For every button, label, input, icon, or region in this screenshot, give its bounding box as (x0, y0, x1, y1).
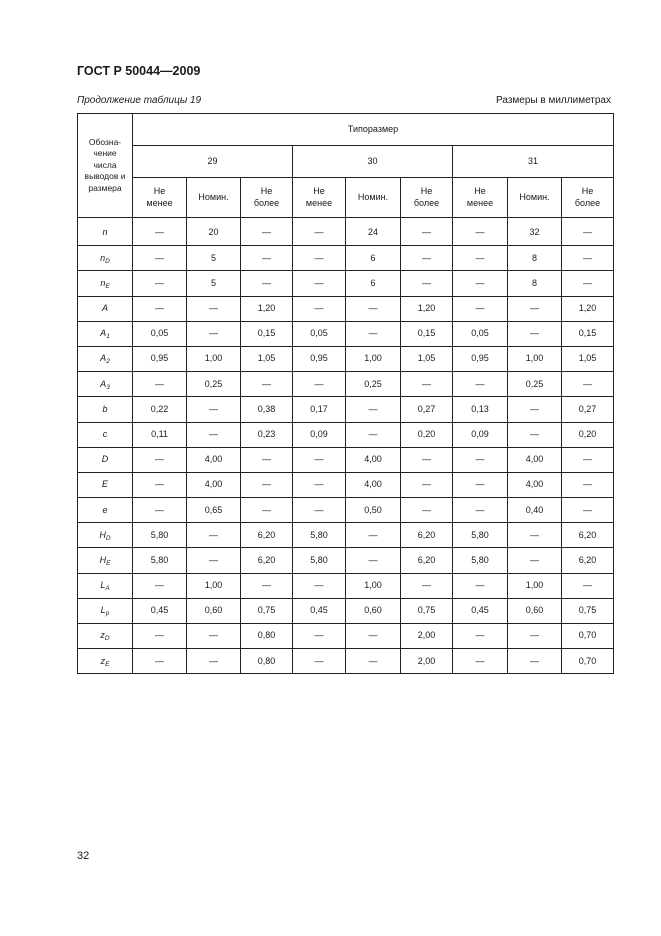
designation-base: n (102, 227, 108, 238)
designation-base: L (100, 605, 106, 616)
size-31-header: 31 (453, 146, 614, 178)
value-cell: — (562, 498, 614, 523)
value-cell: 6,20 (401, 523, 453, 548)
value-cell: — (562, 447, 614, 472)
designation-symbol (102, 303, 108, 313)
value-cell: 20 (187, 218, 241, 246)
designation-cell (78, 498, 133, 523)
value-cell: 0,22 (133, 397, 187, 422)
min-header: Не менее (453, 178, 508, 218)
designation-base: n (100, 277, 106, 288)
value-cell: — (562, 218, 614, 246)
value-cell: — (346, 523, 401, 548)
value-cell: 1,00 (187, 573, 241, 598)
value-cell: 6 (346, 271, 401, 296)
value-cell: — (453, 624, 508, 649)
designation-base: L (100, 580, 106, 591)
page-number: 32 (77, 850, 90, 862)
value-cell: 5,80 (133, 523, 187, 548)
designation-base: H (99, 554, 107, 565)
value-cell: — (453, 649, 508, 674)
value-cell: 0,05 (453, 321, 508, 346)
designation-symbol (102, 505, 107, 515)
table-row (78, 447, 614, 472)
value-cell: 0,75 (241, 598, 293, 623)
table-body (78, 218, 614, 674)
value-cell: — (401, 372, 453, 397)
table-row (78, 246, 614, 271)
value-cell: 6,20 (241, 548, 293, 573)
value-cell: — (187, 548, 241, 573)
designation-symbol (102, 454, 109, 464)
table-row (78, 271, 614, 296)
designation-base: A (100, 328, 107, 339)
nom-header: Номин. (508, 178, 562, 218)
value-cell: 0,40 (508, 498, 562, 523)
size-group-header: Типоразмер (133, 114, 614, 146)
designation-cell (78, 372, 133, 397)
max-header: Не более (562, 178, 614, 218)
value-cell: 5,80 (133, 548, 187, 573)
designation-base: A (100, 353, 107, 364)
value-cell: — (508, 397, 562, 422)
designation-cell (78, 296, 133, 321)
value-cell: — (293, 246, 346, 271)
designation-subscript: D (105, 257, 110, 265)
value-cell: — (241, 573, 293, 598)
value-cell: — (401, 218, 453, 246)
nom-header: Номин. (187, 178, 241, 218)
value-cell: — (562, 271, 614, 296)
value-cell: — (187, 397, 241, 422)
value-cell: 5,80 (453, 548, 508, 573)
value-cell: 4,00 (508, 447, 562, 472)
value-cell: — (562, 472, 614, 497)
value-cell: 0,23 (241, 422, 293, 447)
min-header: Не менее (293, 178, 346, 218)
value-cell: — (293, 649, 346, 674)
table-row (78, 573, 614, 598)
designation-base: e (102, 504, 108, 515)
value-cell: 0,45 (133, 598, 187, 623)
designation-base: A (101, 303, 108, 314)
value-cell: 0,50 (346, 498, 401, 523)
value-cell: — (346, 397, 401, 422)
value-cell: — (508, 649, 562, 674)
value-cell: — (241, 372, 293, 397)
designation-cell (78, 397, 133, 422)
value-cell: — (346, 624, 401, 649)
units-caption: Размеры в миллиметрах (496, 95, 611, 106)
table-row (78, 472, 614, 497)
value-cell: 1,05 (562, 346, 614, 371)
value-cell: — (401, 246, 453, 271)
value-cell: 0,15 (241, 321, 293, 346)
value-cell: — (133, 649, 187, 674)
table-row (78, 321, 614, 346)
value-cell: — (241, 271, 293, 296)
designation-base: n (100, 252, 106, 263)
value-cell: 1,00 (187, 346, 241, 371)
value-cell: 1,20 (241, 296, 293, 321)
value-cell: — (508, 548, 562, 573)
value-cell: 1,05 (241, 346, 293, 371)
designation-base: D (101, 454, 109, 465)
value-cell: — (346, 649, 401, 674)
designation-symbol (100, 580, 110, 593)
value-cell: 0,38 (241, 397, 293, 422)
value-cell: — (241, 498, 293, 523)
designation-symbol (100, 353, 110, 366)
value-cell: 0,27 (401, 397, 453, 422)
designation-cell (78, 321, 133, 346)
designation-symbol (100, 379, 110, 389)
table-row (78, 624, 614, 649)
table-continuation-caption: Продолжение таблицы 19 (77, 95, 202, 106)
value-cell: 0,25 (187, 372, 241, 397)
value-cell: — (346, 321, 401, 346)
designation-subscript: A (105, 585, 110, 593)
value-cell: — (508, 422, 562, 447)
value-cell: 1,20 (562, 296, 614, 321)
value-cell: 4,00 (346, 447, 401, 472)
designation-cell (78, 624, 133, 649)
value-cell: — (133, 624, 187, 649)
table-row (78, 649, 614, 674)
value-cell: 0,75 (401, 598, 453, 623)
value-cell: — (453, 218, 508, 246)
table-row (78, 422, 614, 447)
designation-base: z (100, 655, 106, 666)
value-cell: 5,80 (453, 523, 508, 548)
value-cell: — (453, 573, 508, 598)
value-cell: 0,60 (187, 598, 241, 623)
value-cell: 4,00 (346, 472, 401, 497)
value-cell: 6 (346, 246, 401, 271)
value-cell: — (453, 447, 508, 472)
designation-base: H (99, 529, 106, 540)
designation-base: z (100, 630, 105, 641)
value-cell: — (133, 296, 187, 321)
value-cell: 4,00 (508, 472, 562, 497)
value-cell: — (508, 296, 562, 321)
value-cell: — (293, 472, 346, 497)
designation-symbol (101, 656, 110, 666)
value-cell: — (133, 218, 187, 246)
designation-cell (78, 573, 133, 598)
value-cell: — (133, 271, 187, 296)
value-cell: — (293, 498, 346, 523)
value-cell: — (453, 498, 508, 523)
value-cell: — (133, 447, 187, 472)
value-cell: — (401, 472, 453, 497)
value-cell: 0,95 (133, 346, 187, 371)
value-cell: — (241, 447, 293, 472)
designation-header-text: Обозна- чение числа выводов и размера (84, 136, 126, 193)
value-cell: 6,20 (562, 523, 614, 548)
dimensions-table (77, 113, 614, 674)
value-cell: 0,60 (346, 598, 401, 623)
value-cell: — (453, 472, 508, 497)
value-cell: 1,00 (508, 346, 562, 371)
value-cell: — (187, 649, 241, 674)
value-cell: — (562, 573, 614, 598)
table-row (78, 296, 614, 321)
max-header: Не более (401, 178, 453, 218)
designation-symbol (99, 530, 110, 540)
designation-symbol (102, 404, 107, 414)
value-cell: 4,00 (187, 447, 241, 472)
value-cell: — (241, 472, 293, 497)
designation-subscript: D (104, 635, 110, 643)
designation-base: A (100, 378, 107, 389)
designation-subscript: 2 (106, 358, 110, 366)
value-cell: 24 (346, 218, 401, 246)
value-cell: 5,80 (293, 548, 346, 573)
designation-symbol (100, 328, 110, 341)
value-cell: 4,00 (187, 472, 241, 497)
value-cell: 2,00 (401, 624, 453, 649)
value-cell: — (187, 624, 241, 649)
value-cell: 0,17 (293, 397, 346, 422)
value-cell: — (187, 296, 241, 321)
value-cell: — (346, 422, 401, 447)
table-row (78, 598, 614, 623)
designation-subscript: E (106, 559, 111, 567)
size-29-header: 29 (133, 146, 293, 178)
table-row (78, 397, 614, 422)
designation-subscript: E (105, 660, 110, 668)
value-cell: — (187, 422, 241, 447)
value-cell: — (133, 498, 187, 523)
value-cell: 6,20 (241, 523, 293, 548)
value-cell: — (401, 447, 453, 472)
designation-subscript: D (105, 534, 111, 542)
value-cell: 6,20 (401, 548, 453, 573)
designation-cell (78, 218, 133, 246)
table-row (78, 498, 614, 523)
value-cell: 0,20 (401, 422, 453, 447)
value-cell: — (293, 218, 346, 246)
table-row (78, 548, 614, 573)
value-cell: 8 (508, 246, 562, 271)
designation-cell (78, 346, 133, 371)
value-cell: — (187, 321, 241, 346)
value-cell: — (508, 624, 562, 649)
designation-subscript: E (105, 282, 110, 290)
table-row (78, 523, 614, 548)
value-cell: — (346, 296, 401, 321)
value-cell: — (241, 246, 293, 271)
value-cell: — (133, 472, 187, 497)
table-row (78, 346, 614, 371)
value-cell: — (187, 523, 241, 548)
designation-subscript: p (105, 610, 110, 618)
designation-cell (78, 523, 133, 548)
designation-symbol (100, 555, 111, 565)
designation-symbol (102, 227, 107, 237)
value-cell: 0,15 (562, 321, 614, 346)
table-row (78, 218, 614, 246)
value-cell: 0,25 (346, 372, 401, 397)
value-cell: 0,05 (133, 321, 187, 346)
value-cell: — (293, 296, 346, 321)
value-cell: 0,60 (508, 598, 562, 623)
designation-subscript: 1 (106, 333, 110, 341)
value-cell: 0,20 (562, 422, 614, 447)
value-cell: — (241, 218, 293, 246)
designation-base: c (102, 428, 108, 439)
value-cell: — (293, 447, 346, 472)
designation-cell (78, 447, 133, 472)
designation-base: b (102, 403, 108, 414)
value-cell: — (133, 372, 187, 397)
value-cell: 32 (508, 218, 562, 246)
value-cell: — (508, 321, 562, 346)
table-row (78, 372, 614, 397)
value-cell: — (293, 573, 346, 598)
value-cell: — (346, 548, 401, 573)
max-header: Не более (241, 178, 293, 218)
value-cell: — (508, 523, 562, 548)
value-cell: — (401, 498, 453, 523)
designation-symbol (100, 630, 110, 643)
value-cell: 0,70 (562, 649, 614, 674)
designation-cell (78, 548, 133, 573)
value-cell: 2,00 (401, 649, 453, 674)
value-cell: — (133, 246, 187, 271)
document-code: ГОСТ Р 50044—2009 (77, 64, 201, 78)
value-cell: — (293, 271, 346, 296)
value-cell: — (453, 246, 508, 271)
value-cell: 0,45 (453, 598, 508, 623)
designation-symbol (103, 429, 108, 439)
value-cell: 0,75 (562, 598, 614, 623)
value-cell: 0,80 (241, 649, 293, 674)
designation-header (78, 114, 133, 218)
value-cell: 8 (508, 271, 562, 296)
designation-symbol (100, 278, 109, 288)
value-cell: 0,13 (453, 397, 508, 422)
designation-cell (78, 246, 133, 271)
min-header: Не менее (133, 178, 187, 218)
value-cell: — (562, 372, 614, 397)
value-cell: 5,80 (293, 523, 346, 548)
value-cell: 0,70 (562, 624, 614, 649)
value-cell: — (293, 624, 346, 649)
designation-base: E (101, 479, 108, 490)
value-cell: 0,45 (293, 598, 346, 623)
designation-cell (78, 649, 133, 674)
value-cell: 1,00 (346, 573, 401, 598)
value-cell: 0,25 (508, 372, 562, 397)
value-cell: 0,65 (187, 498, 241, 523)
value-cell: — (133, 573, 187, 598)
size-30-header: 30 (293, 146, 453, 178)
value-cell: 0,15 (401, 321, 453, 346)
value-cell: 0,11 (133, 422, 187, 447)
value-cell: — (453, 271, 508, 296)
value-cell: 0,80 (241, 624, 293, 649)
value-cell: 0,27 (562, 397, 614, 422)
designation-symbol (100, 253, 110, 263)
value-cell: 1,00 (508, 573, 562, 598)
designation-cell (78, 598, 133, 623)
designation-symbol (102, 479, 108, 489)
value-cell: 1,00 (346, 346, 401, 371)
value-cell: — (401, 573, 453, 598)
designation-symbol (100, 605, 110, 618)
value-cell: 1,05 (401, 346, 453, 371)
value-cell: 5 (187, 246, 241, 271)
value-cell: — (401, 271, 453, 296)
value-cell: 0,09 (293, 422, 346, 447)
designation-cell (78, 422, 133, 447)
value-cell: — (562, 246, 614, 271)
value-cell: 0,05 (293, 321, 346, 346)
value-cell: 0,95 (453, 346, 508, 371)
value-cell: 0,95 (293, 346, 346, 371)
designation-cell (78, 271, 133, 296)
value-cell: 1,20 (401, 296, 453, 321)
nom-header: Номин. (346, 178, 401, 218)
value-cell: — (293, 372, 346, 397)
value-cell: 0,09 (453, 422, 508, 447)
value-cell: 5 (187, 271, 241, 296)
value-cell: 6,20 (562, 548, 614, 573)
value-cell: — (453, 296, 508, 321)
designation-cell (78, 472, 133, 497)
designation-subscript: 3 (106, 383, 110, 391)
value-cell: — (453, 372, 508, 397)
